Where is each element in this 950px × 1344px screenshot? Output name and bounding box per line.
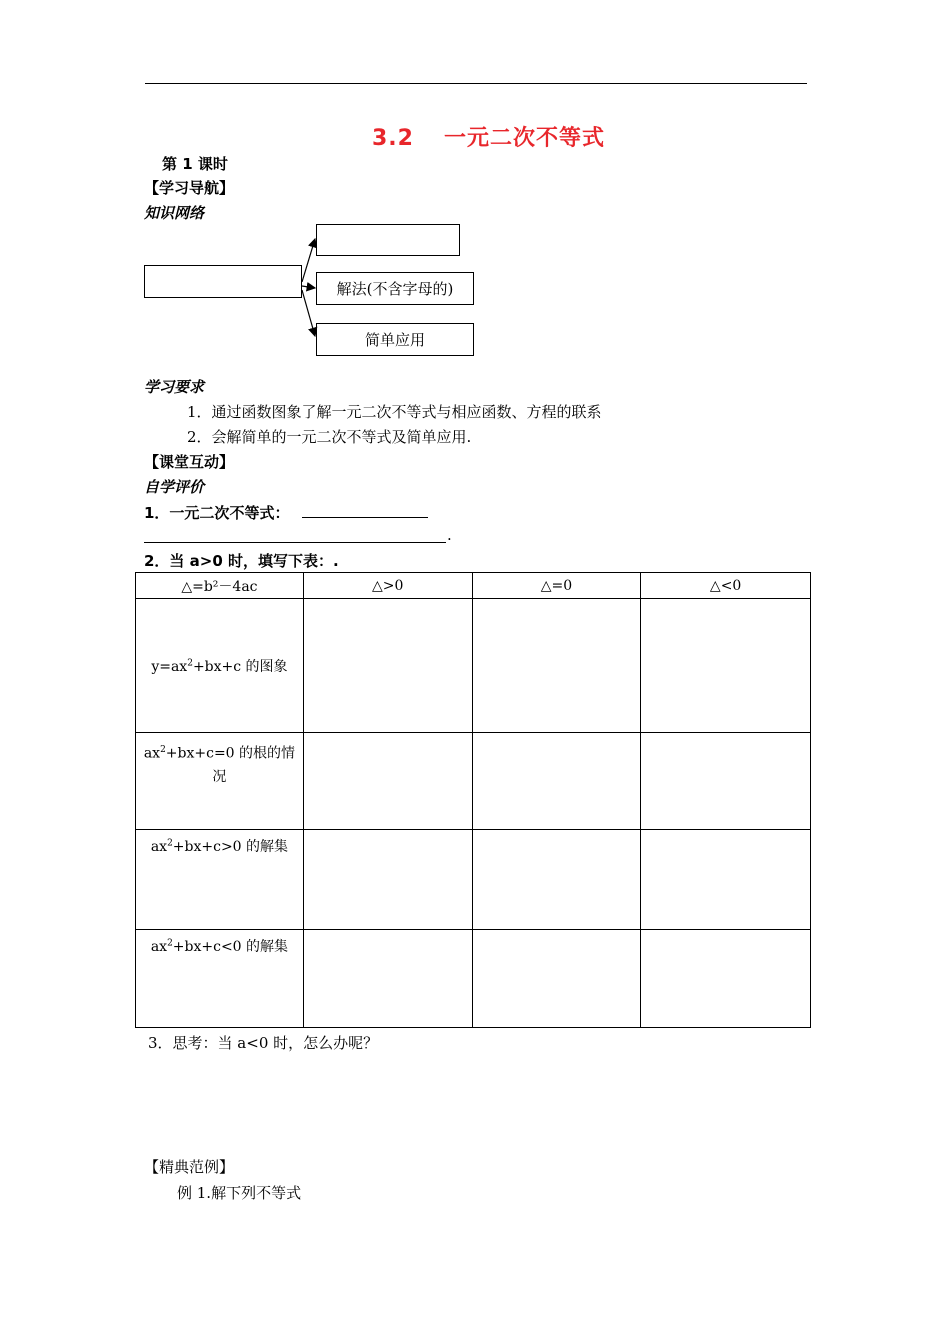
row-label-graph: $y=ax^2+bx+c$ 的图象 [136, 599, 304, 733]
section-interaction: 【课堂互动】 [144, 453, 235, 471]
table-cell[interactable] [641, 930, 811, 1028]
row-label-solution-gt: $ax^2+bx+c>0$ 的解集 [136, 830, 304, 930]
arrow-to-method [302, 286, 315, 288]
section-network: 知识网络 [144, 204, 205, 222]
header-zero: △=0 [472, 573, 641, 599]
diagram-box-left [144, 265, 302, 298]
answer-line-1 [302, 517, 428, 518]
example-1: 例 1.解下列不等式 [177, 1184, 302, 1202]
section-requirements: 学习要求 [144, 378, 205, 396]
table-cell[interactable] [472, 599, 641, 733]
table-cell[interactable] [472, 733, 641, 830]
table-header-row [136, 573, 811, 599]
answer-line-2 [144, 542, 446, 543]
row-label-solution-lt: $ax^2+bx+c<0$ 的解集 [136, 930, 304, 1028]
section-examples: 【精典范例】 [144, 1158, 235, 1176]
table-row [136, 733, 811, 830]
page-title [372, 121, 605, 152]
header-rule [145, 83, 807, 84]
table-cell[interactable] [641, 733, 811, 830]
requirement-1: 1．通过函数图象了解一元二次不等式与相应函数、方程的联系 [187, 403, 602, 421]
row-label-roots: $ax^2+bx+c=0$ 的根的情况 [136, 733, 304, 830]
table-cell[interactable] [472, 930, 641, 1028]
table-row [136, 830, 811, 930]
header-positive: △>0 [303, 573, 472, 599]
table-row [136, 599, 811, 733]
header-discriminant: △=b²－4ac [136, 573, 304, 599]
question-1-label: 1．一元二次不等式： [144, 504, 290, 522]
title-number: 3.2 [372, 126, 414, 151]
question-3: 3．思考：当 a<0 时，怎么办呢？ [148, 1034, 379, 1052]
section-nav: 【学习导航】 [144, 179, 235, 197]
diagram-arrows [298, 226, 322, 346]
table-cell[interactable] [641, 599, 811, 733]
table-row [136, 930, 811, 1028]
arrow-to-application [302, 290, 315, 336]
question-1-period: . [447, 526, 452, 544]
discriminant-table [135, 572, 811, 1028]
table-cell[interactable] [303, 733, 472, 830]
title-text: 一元二次不等式 [443, 126, 605, 151]
section-self-eval: 自学评价 [144, 478, 205, 496]
diagram-box-top [316, 224, 460, 256]
table-cell[interactable] [303, 930, 472, 1028]
requirement-2: 2．会解简单的一元二次不等式及简单应用. [187, 428, 472, 446]
table-cell[interactable] [641, 830, 811, 930]
question-2: 2．当 a>0 时，填写下表：. [144, 552, 339, 570]
table-cell[interactable] [303, 599, 472, 733]
table-cell[interactable] [472, 830, 641, 930]
table-cell[interactable] [303, 830, 472, 930]
arrow-to-top [302, 239, 315, 282]
diagram-box-application: 简单应用 [316, 323, 474, 356]
diagram-box-method: 解法(不含字母的) [316, 272, 474, 305]
lesson-label: 第 1 课时 [162, 155, 228, 173]
header-negative: △<0 [641, 573, 811, 599]
